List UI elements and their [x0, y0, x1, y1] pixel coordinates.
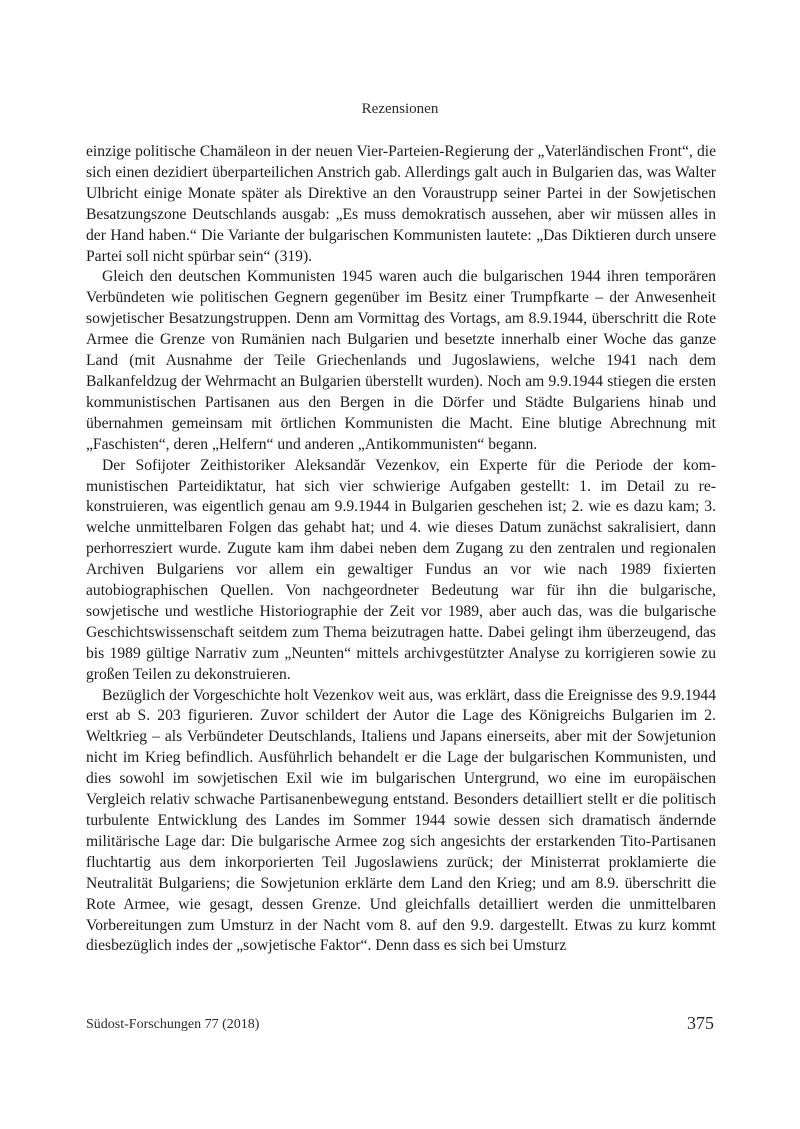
paragraph-continuation: einzige politische Chamäleon in der neuen Vier-Parteien-Regierung der „Vaterländischen Front“, die sich einen dezidiert überparteilichen Anstrich gab. Allerdings galt auch in Bulgarien das, was Walter Ulbricht einige Monate später als Direktive an den Voraustrupp seiner Partei in der Sowjetischen Besatzungszone Deutschlands ausgab: „Es muss demokratisch aussehen, aber wir müssen alles in der Hand haben.“ Die Variante der bulgarischen Kommunisten lautete: „Das Diktieren durch unsere Partei soll nicht spürbar sein“ (319). [86, 143, 716, 265]
paragraph: Bezüglich der Vorgeschichte holt Vezenkov weit aus, was erklärt, dass die Ereignisse des 9.9.1944 erst ab S. 203 figurieren. Zuvor schildert der Autor die Lage des Königreichs Bulgarien im 2. Weltkrieg – als Verbündeter Deutschlands, Italiens und Japans einerseits, aber mit der Sowjetunion nicht im Krieg befindlich. Ausführlich behandelt er die Lage der bulgarischen Kommunisten, und dies sowohl im sowjetischen Exil wie im bulgarischen Untergrund, wo eine im europäischen Vergleich relativ schwache Partisanenbewegung entstand. Besonders detailliert stellt er die politisch turbulente Entwicklung des Landes im Sommer 1944 sowie dessen sich dramatisch ändernde militärische Lage dar: Die bulgarische Armee zog sich angesichts der erstarkenden Tito-Partisanen fluchtartig aus dem inkorporierten Teil Jugoslawiens zurück; der Ministerrat proklamierte die Neutralität Bulgariens; die Sowjetunion erklärte dem Land den Krieg; und am 8.9. überschritt die Rote Armee, wie gesagt, dessen Grenze. Und gleichfalls detailliert werden die unmittelbaren Vorbereitungen zum Umsturz in der Nacht vom 8. auf den 9.9. dargestellt. Etwas zu kurz kommt diesbezüglich indes der „sowjetische Faktor“. Denn dass es sich bei Umsturz [86, 686, 716, 955]
running-head: Rezensionen [361, 101, 439, 117]
page-number: 375 [687, 1013, 714, 1033]
journal-citation: Südost-Forschungen 77 (2018) [86, 1017, 260, 1032]
review-body [86, 142, 716, 957]
paragraph: Gleich den deutschen Kommunisten 1945 waren auch die bulgarischen 1944 ihren temporären Verbündeten wie politischen Gegnern gegenüber im Besitz einer Trumpfkarte – der Anwesenheit sowjetischer Besatzungstruppen. Denn am Vormittag des Vortags, am 8.9.1944, überschritt die Rote Armee die Grenze von Rumänien nach Bulgarien und besetzte innerhalb einer Woche das ganze Land (mit Ausnahme der Teile Griechenlands und Jugoslawiens, welche 1941 nach dem Balkanfeldzug der Wehrmacht an Bulgarien überstellt wurden). Noch am 9.9.1944 stiegen die ersten kommunistischen Partisanen aus den Bergen in die Dörfer und Städte Bulgariens hinab und übernahmen gemeinsam mit örtlichen Kommunisten die Macht. Eine blutige Abrechnung mit „Faschisten“, deren „Helfern“ und anderen „Antikommunisten“ begann. [86, 268, 716, 453]
paragraph: Der Sofijoter Zeithistoriker Aleksandăr Vezenkov, ein Experte für die Periode der kommunistischen Parteidiktatur, hat sich vier schwierige Aufgaben gestellt: 1. im Detail zu rekonstruieren, was eigentlich genau am 9.9.1944 in Bulgarien geschehen ist; 2. wie es dazu kam; 3. welche unmittelbaren Folgen das gehabt hat; und 4. wie dieses Datum zunächst sakralisiert, dann perhorresziert wurde. Zugute kam ihm dabei neben dem Zugang zu den zentralen und regionalen Archiven Bulgariens vor allem ein gewaltiger Fundus an vor wie nach 1989 fixierten autobiographischen Quellen. Von nachgeordneter Bedeutung war für ihn die bulgarische, sowjetische und westliche Historiographie der Zeit vor 1989, aber auch das, was die bulgarische Geschichtswissenschaft seitdem zum Thema beizutragen hatte. Dabei gelingt ihm überzeugend, das bis 1989 gültige Narrativ zum „Neunten“ mittels archivgestützter Analyse zu korrigieren sowie zu großen Teilen zu dekonstruieren. [86, 456, 716, 683]
